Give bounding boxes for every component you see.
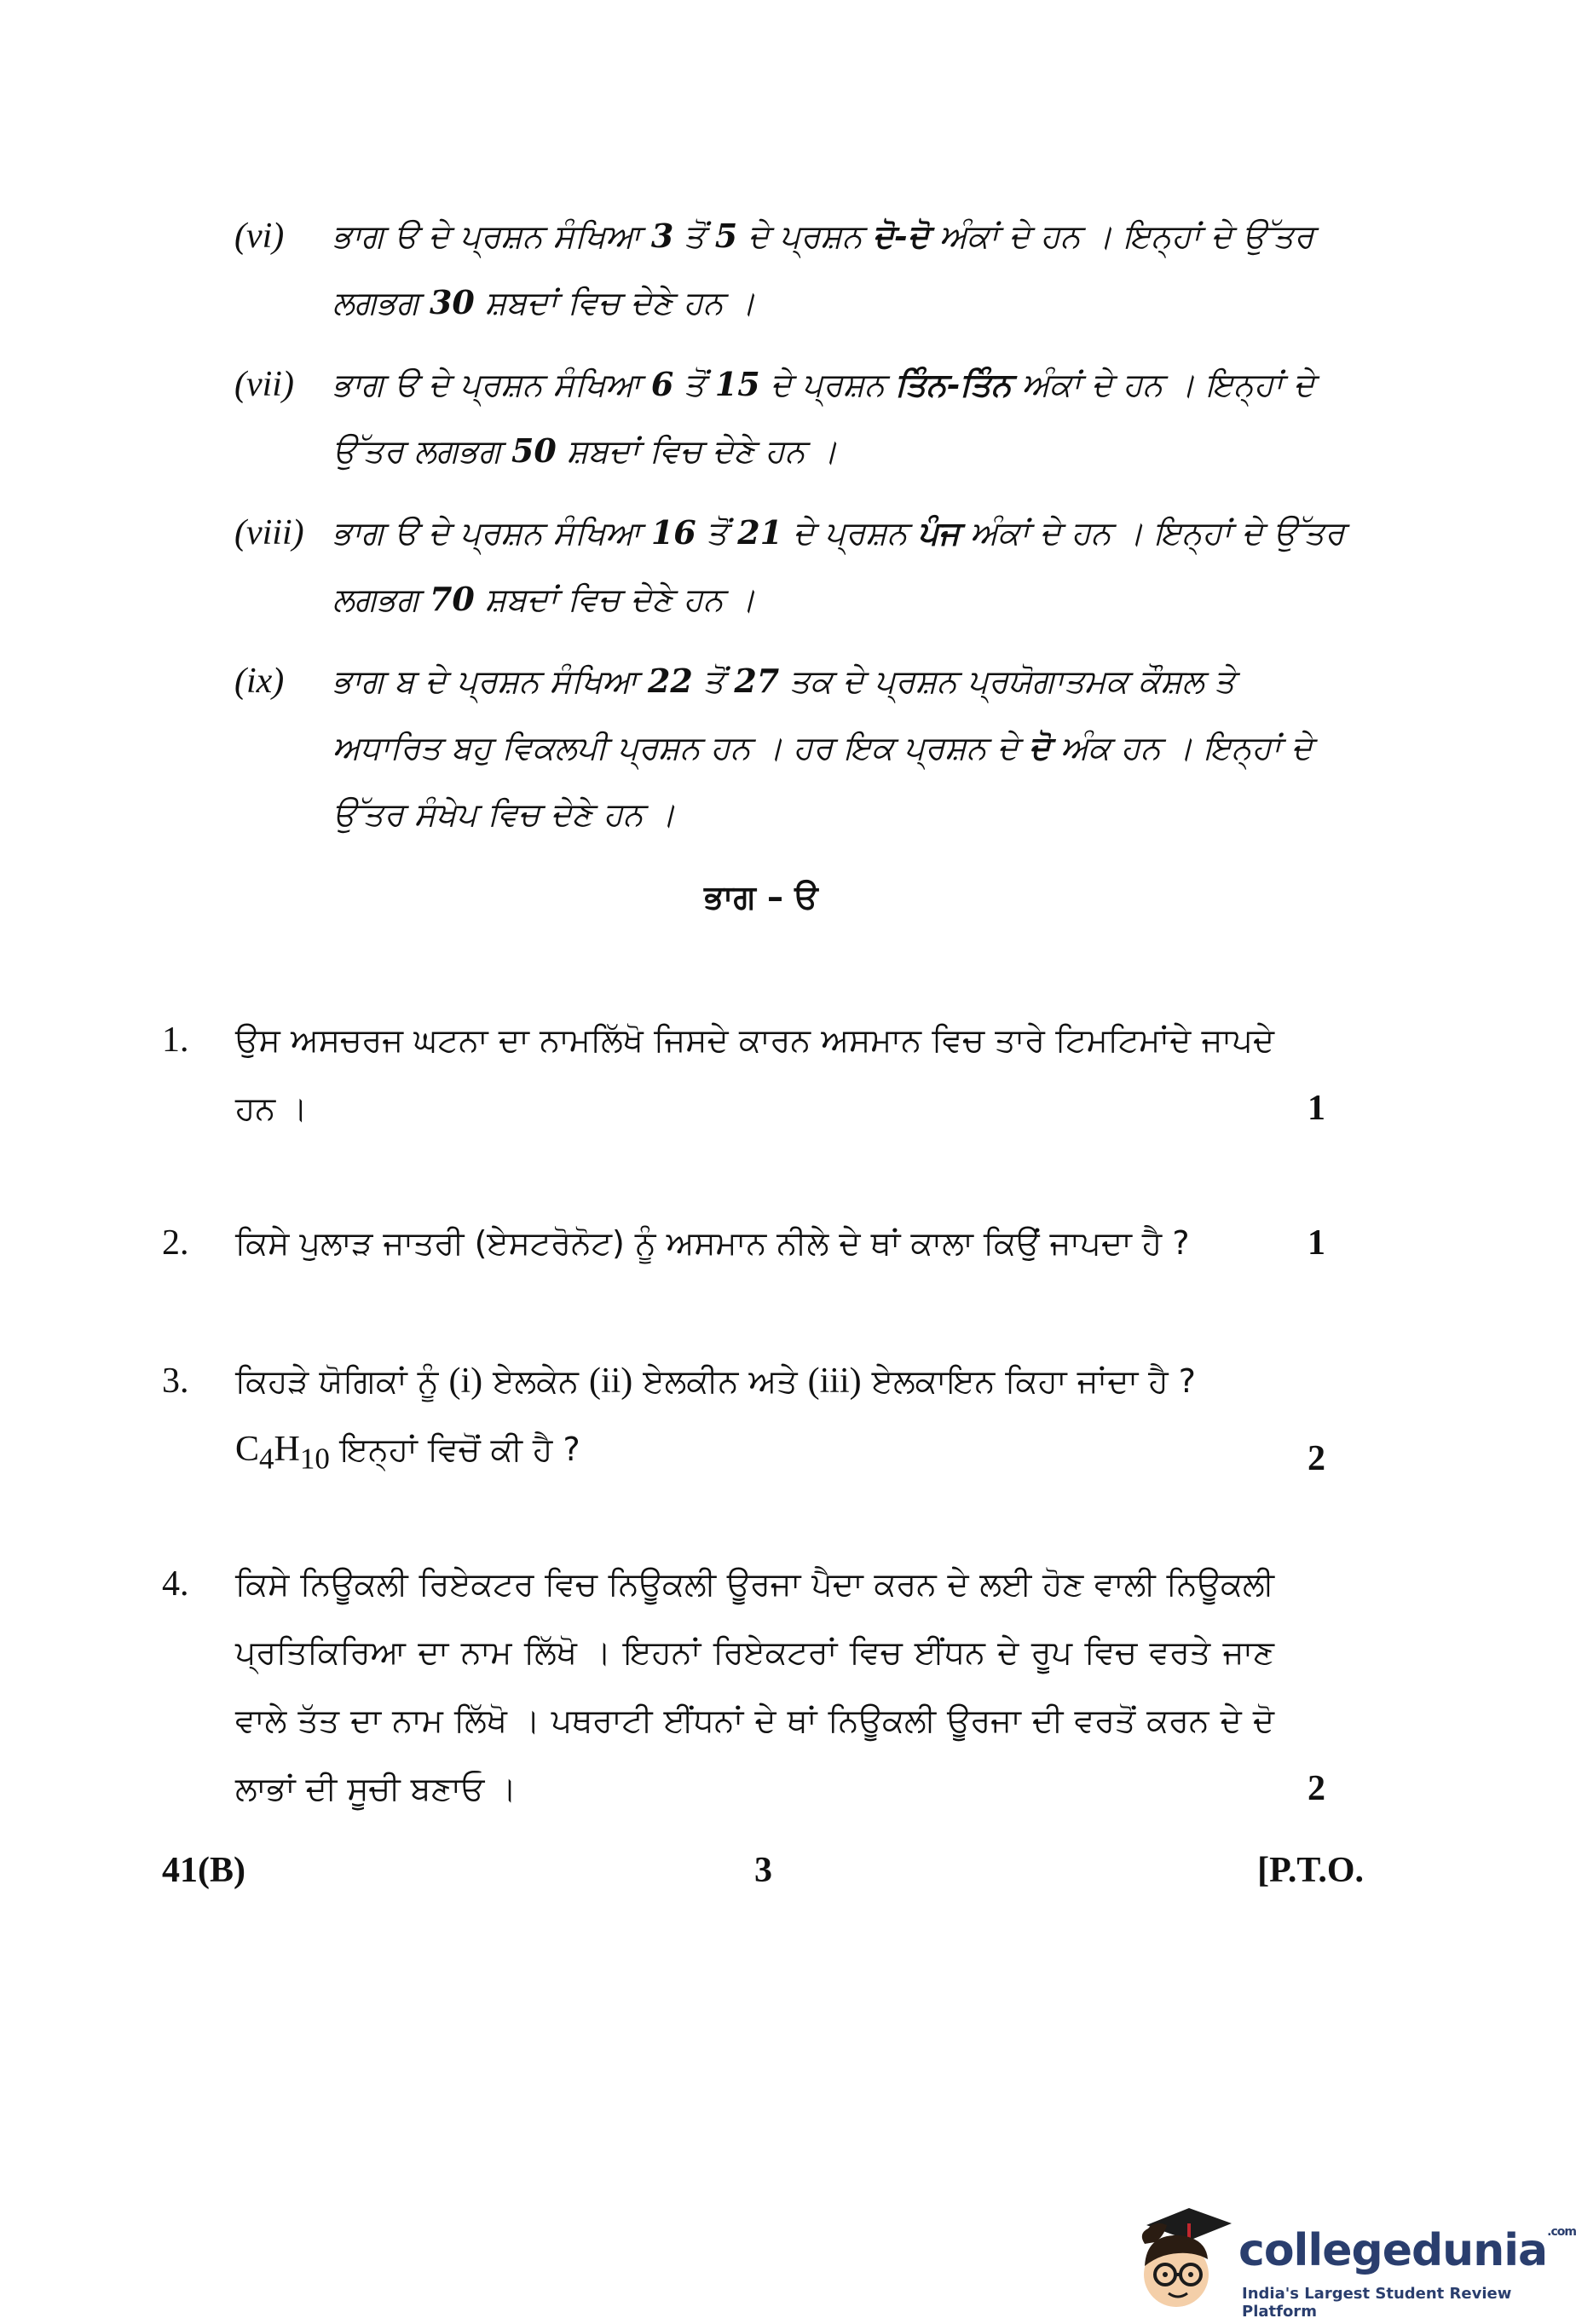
brand-tagline: India's Largest Student Review Platform: [1242, 2285, 1512, 2321]
pto-label: [P.T.O.: [1257, 1851, 1364, 1890]
instruction-text: ਭਾਗ ੳ ਦੇ ਪ੍ਰਸ਼ਨ ਸੰਖਿਆ 3 ਤੋਂ 5 ਦੇ ਪ੍ਰਸ਼ਨ ਦੋ-ਦੋ ਅੰਕਾਂ ਦੇ ਹਨ । ਇਨ੍ਹਾਂ ਦੇ ਉੱਤਰ ਲਗਭਗ 30 ਸ਼ਬਦਾਂ ਵਿਚ ਦੇਣੇ ਹਨ ।: [332, 217, 1314, 321]
question-text: ਉਸ ਅਸਚਰਜ ਘਟਨਾ ਦਾ ਨਾਮਲਿੱਖੋ ਜਿਸਦੇ ਕਾਰਨ ਅਸਮਾਨ ਵਿਚ ਤਾਰੇ ਟਿਮਟਿਮਾਂਦੇ ਜਾਪਦੇ ਹਨ ।: [235, 1021, 1274, 1127]
student-mascot-icon: [1129, 2200, 1236, 2319]
instruction-number: (vi): [234, 217, 285, 256]
section-title: ਭਾਗ – ੳ: [704, 878, 818, 916]
instruction-text: ਭਾਗ ਬ ਦੇ ਪ੍ਰਸ਼ਨ ਸੰਖਿਆ 22 ਤੋਂ 27 ਤਕ ਦੇ ਪ੍ਰਸ਼ਨ ਪ੍ਰਯੋਗਾਤਮਕ ਕੌਸ਼ਲ ਤੇ ਅਧਾਰਿਤ ਬਹੁ ਵਿਕਲਪੀ ਪ੍ਰਸ਼ਨ ਹਨ । ਹਰ ਇਕ ਪ੍ਰਸ਼ਨ ਦੇ ਦੋ ਅੰਕ ਹਨ । ਇਨ੍ਹਾਂ ਦੇ ਉੱਤਰ ਸੰਖੇਪ ਵਿਚ ਦੇਣੇ ਹਨ ।: [332, 662, 1313, 833]
instruction-item: [234, 351, 1351, 484]
question-number: 4.: [162, 1564, 189, 1604]
instruction-item: [234, 500, 1351, 633]
instruction-number: (ix): [234, 662, 285, 701]
instruction-number: (viii): [234, 513, 304, 552]
question-marks: 1: [1308, 1089, 1325, 1128]
question-item: [162, 1550, 1325, 1823]
question-text: ਕਿਸੇ ਨਿਊਕਲੀ ਰਿਏਕਟਰ ਵਿਚ ਨਿਊਕਲੀ ਊਰਜਾ ਪੈਦਾ ਕਰਨ ਦੇ ਲਈ ਹੋਣ ਵਾਲੀ ਨਿਊਕਲੀ ਪ੍ਰਤਿਕਿਰਿਆ ਦਾ ਨਾਮ ਲਿੱਖੋ । ਇਹਨਾਂ ਰਿਏਕਟਰਾਂ ਵਿਚ ਈਂਧਨ ਦੇ ਰੂਪ ਵਿਚ ਵਰਤੇ ਜਾਣ ਵਾਲੇ ਤੱਤ ਦਾ ਨਾਮ ਲਿੱਖੋ । ਪਥਰਾਟੀ ਈਂਧਨਾਂ ਦੇ ਥਾਂ ਨਿਊਕਲੀ ਊਰਜਾ ਦੀ ਵਰਤੋਂ ਕਰਨ ਦੇ ਦੋ ਲਾਭਾਂ ਦੀ ਸੂਚੀ ਬਣਾਓ ।: [235, 1565, 1274, 1807]
question-number: 1.: [162, 1020, 189, 1060]
question-number: 2.: [162, 1223, 189, 1263]
page-number: 3: [754, 1851, 772, 1890]
question-item: [162, 1006, 1325, 1142]
question-text: ਕਿਸੇ ਪੁਲਾੜ ਜਾਤਰੀ (ਏਸਟਰੋਨੋਟ) ਨੂੰ ਅਸਮਾਨ ਨੀਲੇ ਦੇ ਥਾਂ ਕਾਲਾ ਕਿਉਂ ਜਾਪਦਾ ਹੈ ?: [235, 1224, 1190, 1262]
question-item: [162, 1347, 1325, 1493]
instruction-number: (vii): [234, 365, 294, 404]
instruction-item: [234, 203, 1351, 336]
question-marks: 2: [1308, 1769, 1325, 1808]
question-marks: 2: [1308, 1439, 1325, 1479]
question-text: ਕਿਹੜੇ ਯੋਗਿਕਾਂ ਨੂੰ (i) ਏਲਕੇਨ (ii) ਏਲਕੀਨ ਅਤੇ (iii) ਏਲਕਾਇਨ ਕਿਹਾ ਜਾਂਦਾ ਹੈ ? $C_4H_{10}$ ਇਨ੍ਹਾਂ ਵਿਚੋਂ ਕੀ ਹੈ ?: [235, 1361, 1196, 1476]
brand-name: collegedunia$^{.com}$: [1238, 2225, 1576, 2276]
question-number: 3.: [162, 1361, 189, 1401]
brand-logo: [1129, 2200, 1576, 2321]
instruction-list: [234, 203, 1351, 863]
instruction-text: ਭਾਗ ੳ ਦੇ ਪ੍ਰਸ਼ਨ ਸੰਖਿਆ 6 ਤੋਂ 15 ਦੇ ਪ੍ਰਸ਼ਨ ਤਿੰਨ-ਤਿੰਨ ਅੰਕਾਂ ਦੇ ਹਨ । ਇਨ੍ਹਾਂ ਦੇ ਉੱਤਰ ਲਗਭਗ 50 ਸ਼ਬਦਾਂ ਵਿਚ ਦੇਣੇ ਹਨ ।: [332, 365, 1315, 470]
question-item: [162, 1209, 1325, 1277]
paper-code: 41(B): [162, 1851, 245, 1890]
instruction-text: ਭਾਗ ੳ ਦੇ ਪ੍ਰਸ਼ਨ ਸੰਖਿਆ 16 ਤੋਂ 21 ਦੇ ਪ੍ਰਸ਼ਨ ਪੰਜ ਅੰਕਾਂ ਦੇ ਹਨ । ਇਨ੍ਹਾਂ ਦੇ ਉੱਤਰ ਲਗਭਗ 70 ਸ਼ਬਦਾਂ ਵਿਚ ਦੇਣੇ ਹਨ ।: [332, 513, 1345, 618]
chemical-formula: $C_4H_{10}$: [235, 1430, 330, 1476]
instruction-item: [234, 648, 1351, 847]
question-marks: 1: [1308, 1223, 1325, 1263]
